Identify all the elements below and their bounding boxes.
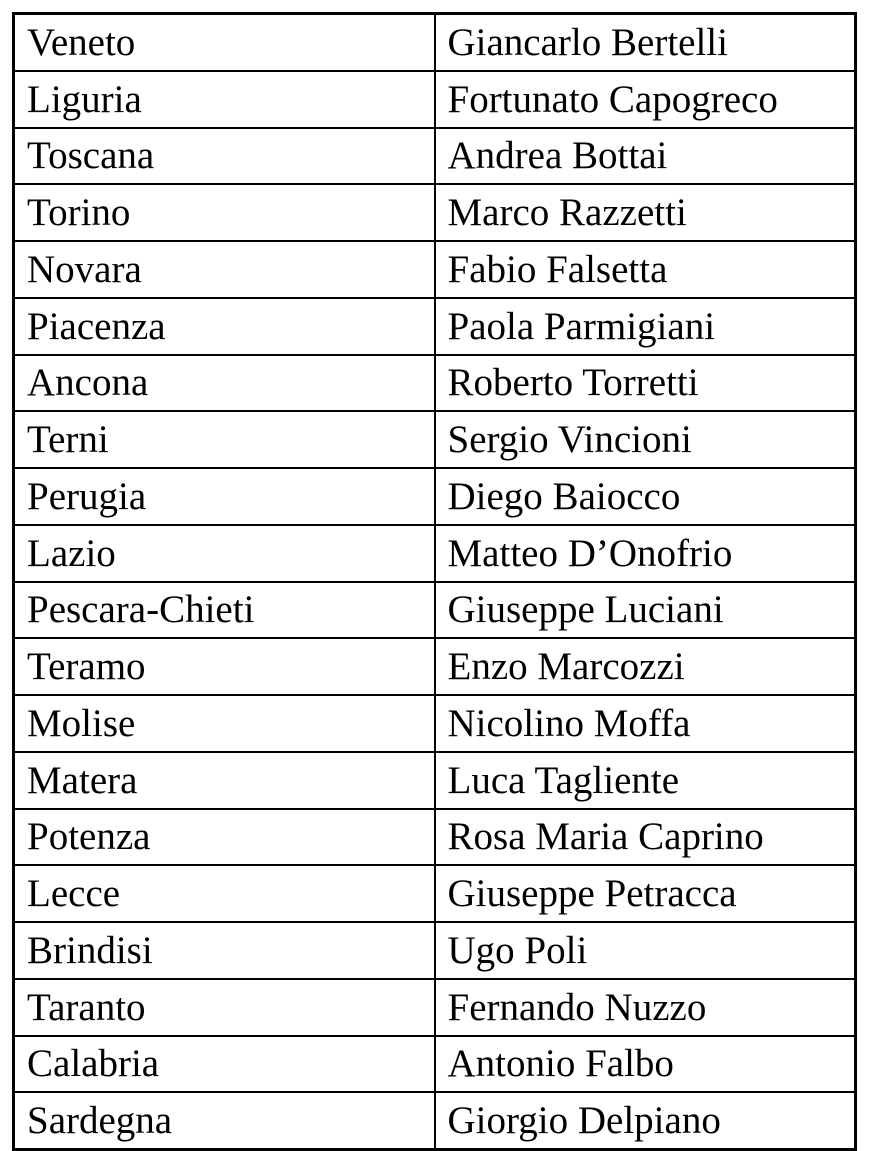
representative-name-cell: Nicolino Moffa — [435, 695, 856, 752]
table-row — [14, 355, 856, 412]
region-cell: Perugia — [14, 468, 435, 525]
region-cell: Veneto — [14, 14, 435, 71]
representative-name-cell: Rosa Maria Caprino — [435, 809, 856, 866]
representative-name-cell: Giancarlo Bertelli — [435, 14, 856, 71]
representative-name-cell: Giuseppe Petracca — [435, 865, 856, 922]
region-cell: Brindisi — [14, 922, 435, 979]
table-row — [14, 128, 856, 185]
table-row — [14, 1092, 856, 1149]
table-row — [14, 71, 856, 128]
representative-name-cell: Fortunato Capogreco — [435, 71, 856, 128]
region-cell: Lecce — [14, 865, 435, 922]
representative-name-cell: Fabio Falsetta — [435, 241, 856, 298]
representative-name-cell: Enzo Marcozzi — [435, 638, 856, 695]
table-row — [14, 638, 856, 695]
region-cell: Piacenza — [14, 298, 435, 355]
table-row — [14, 525, 856, 582]
table-row — [14, 14, 856, 71]
table-row — [14, 809, 856, 866]
region-cell: Sardegna — [14, 1092, 435, 1149]
table-row — [14, 695, 856, 752]
table-row — [14, 922, 856, 979]
table-row — [14, 979, 856, 1036]
region-cell: Matera — [14, 752, 435, 809]
table-row — [14, 582, 856, 639]
representative-name-cell: Matteo D’Onofrio — [435, 525, 856, 582]
region-cell: Calabria — [14, 1036, 435, 1093]
region-cell: Lazio — [14, 525, 435, 582]
region-cell: Potenza — [14, 809, 435, 866]
region-cell: Liguria — [14, 71, 435, 128]
representative-name-cell: Giorgio Delpiano — [435, 1092, 856, 1149]
region-cell: Pescara-Chieti — [14, 582, 435, 639]
table-row — [14, 411, 856, 468]
region-cell: Toscana — [14, 128, 435, 185]
table-row — [14, 468, 856, 525]
region-cell: Terni — [14, 411, 435, 468]
representative-name-cell: Sergio Vincioni — [435, 411, 856, 468]
table-row — [14, 752, 856, 809]
table-row — [14, 184, 856, 241]
representative-name-cell: Fernando Nuzzo — [435, 979, 856, 1036]
table-row — [14, 241, 856, 298]
region-representative-table — [12, 12, 857, 1151]
representative-name-cell: Andrea Bottai — [435, 128, 856, 185]
region-cell: Novara — [14, 241, 435, 298]
document-page — [12, 12, 854, 1143]
representative-name-cell: Antonio Falbo — [435, 1036, 856, 1093]
table-body — [14, 14, 856, 1150]
representative-name-cell: Giuseppe Luciani — [435, 582, 856, 639]
table-row — [14, 298, 856, 355]
representative-name-cell: Paola Parmigiani — [435, 298, 856, 355]
representative-name-cell: Marco Razzetti — [435, 184, 856, 241]
table-row — [14, 865, 856, 922]
region-cell: Teramo — [14, 638, 435, 695]
representative-name-cell: Luca Tagliente — [435, 752, 856, 809]
table-row — [14, 1036, 856, 1093]
representative-name-cell: Diego Baiocco — [435, 468, 856, 525]
region-cell: Molise — [14, 695, 435, 752]
representative-name-cell: Ugo Poli — [435, 922, 856, 979]
region-cell: Ancona — [14, 355, 435, 412]
representative-name-cell: Roberto Torretti — [435, 355, 856, 412]
region-cell: Taranto — [14, 979, 435, 1036]
region-cell: Torino — [14, 184, 435, 241]
